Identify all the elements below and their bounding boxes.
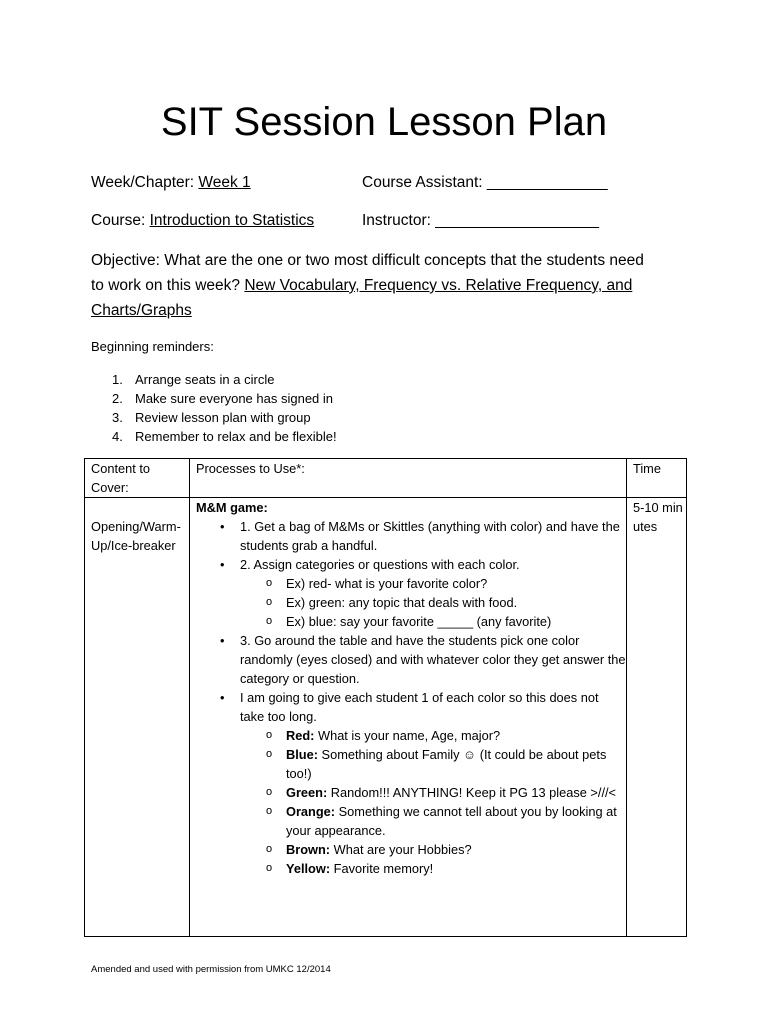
sub-item-text: Favorite memory!: [330, 861, 434, 876]
course-assistant-label: Course Assistant:: [362, 174, 487, 191]
color-label: Brown:: [286, 842, 331, 857]
list-item: [266, 840, 626, 859]
list-item: [266, 802, 626, 840]
week-chapter-field: [91, 172, 251, 194]
circle-bullet-icon: o: [266, 786, 273, 798]
course-assistant-value: ______________: [486, 174, 608, 191]
steps-list: [196, 517, 626, 878]
table-header-row: [85, 459, 687, 498]
footer-note: Amended and used with permission from UMKC 12/2014: [91, 964, 331, 975]
week-chapter-value: Week 1: [198, 174, 251, 191]
bullet-icon: •: [220, 690, 225, 705]
circle-bullet-icon: o: [266, 577, 273, 589]
page-title: SIT Session Lesson Plan: [160, 100, 608, 144]
objective-label: Objective: What are the one or two most difficult concepts that the students need to work on this week?: [91, 252, 644, 294]
header-time: Time: [627, 459, 687, 498]
list-item: [112, 408, 337, 427]
list-item: [266, 593, 626, 612]
list-item: [266, 612, 626, 631]
sub-item-text: Ex) blue: say your favorite _____ (any favorite): [286, 614, 552, 629]
step-text: 1. Get a bag of M&Ms or Skittles (anything with color) and have the students grab a handful.: [240, 519, 620, 553]
list-item: [266, 783, 626, 802]
course-field: [91, 210, 314, 232]
sub-list: [240, 726, 626, 878]
bullet-icon: •: [220, 557, 225, 572]
header-content-to-cover: Content to Cover:: [85, 459, 190, 498]
list-item: [112, 370, 337, 389]
lesson-plan-table: [84, 458, 687, 937]
list-item-text: Review lesson plan with group: [135, 410, 311, 425]
list-number: 4.: [112, 429, 123, 444]
list-item: [220, 631, 626, 688]
step-text: 2. Assign categories or questions with each color.: [240, 557, 520, 572]
instructor-value: ___________________: [435, 212, 600, 229]
circle-bullet-icon: o: [266, 843, 273, 855]
step-text: I am going to give each student 1 of each color so this does not take too long.: [240, 690, 599, 724]
list-item: [266, 859, 626, 878]
course-label: Course:: [91, 212, 150, 229]
list-number: 3.: [112, 410, 123, 425]
reminders-heading: Beginning reminders:: [91, 339, 214, 354]
list-item: [112, 389, 337, 408]
instructor-field: [362, 210, 599, 232]
content-cell: Opening/Warm-Up/Ice-breaker: [85, 498, 190, 937]
objective-value: New Vocabulary, Frequency vs. Relative Frequency, and Charts/Graphs: [91, 277, 633, 319]
list-item-text: Remember to relax and be flexible!: [135, 429, 337, 444]
game-title: M&M game:: [196, 500, 268, 515]
header-processes-to-use: Processes to Use*:: [190, 459, 627, 498]
list-item: [112, 427, 337, 446]
list-item: [266, 726, 626, 745]
instructor-label: Instructor:: [362, 212, 436, 229]
reminders-list: [112, 370, 337, 446]
table-row: [85, 498, 687, 937]
list-number: 1.: [112, 372, 123, 387]
list-item-text: Arrange seats in a circle: [135, 372, 275, 387]
circle-bullet-icon: o: [266, 862, 273, 874]
list-item-text: Make sure everyone has signed in: [135, 391, 334, 406]
sub-item-text: Ex) red- what is your favorite color?: [286, 576, 488, 591]
color-label: Green:: [286, 785, 328, 800]
sub-list: [240, 574, 626, 631]
circle-bullet-icon: o: [266, 615, 273, 627]
circle-bullet-icon: o: [266, 596, 273, 608]
bullet-icon: •: [220, 519, 225, 534]
color-label: Yellow:: [286, 861, 331, 876]
processes-cell: [190, 498, 627, 937]
bullet-icon: •: [220, 633, 225, 648]
color-label: Red:: [286, 728, 315, 743]
course-assistant-field: [362, 172, 608, 194]
objective-paragraph: [91, 248, 661, 323]
course-value: Introduction to Statistics: [149, 212, 315, 229]
color-label: Blue:: [286, 747, 318, 762]
list-item: [266, 574, 626, 593]
sub-item-text: Something we cannot tell about you by looking at your appearance.: [286, 804, 617, 838]
sub-item-text: What is your name, Age, major?: [314, 728, 501, 743]
sub-item-text: Something about Family ☺ (It could be about pets too!): [286, 747, 607, 781]
sub-item-text: Random!!! ANYTHING! Keep it PG 13 please >///<: [327, 785, 617, 800]
circle-bullet-icon: o: [266, 729, 273, 741]
color-label: Orange:: [286, 804, 336, 819]
circle-bullet-icon: o: [266, 748, 273, 760]
step-text: 3. Go around the table and have the students pick one color randomly (eyes closed) and with whatever color they get answer the category or question.: [240, 633, 626, 686]
circle-bullet-icon: o: [266, 805, 273, 817]
list-item: [266, 745, 626, 783]
list-item: [220, 517, 626, 555]
list-item: [220, 555, 626, 631]
list-item: [220, 688, 626, 878]
sub-item-text: Ex) green: any topic that deals with food.: [286, 595, 518, 610]
sub-item-text: What are your Hobbies?: [330, 842, 472, 857]
list-number: 2.: [112, 391, 123, 406]
week-chapter-label: Week/Chapter:: [91, 174, 199, 191]
time-cell: 5-10 minutes: [627, 498, 687, 937]
